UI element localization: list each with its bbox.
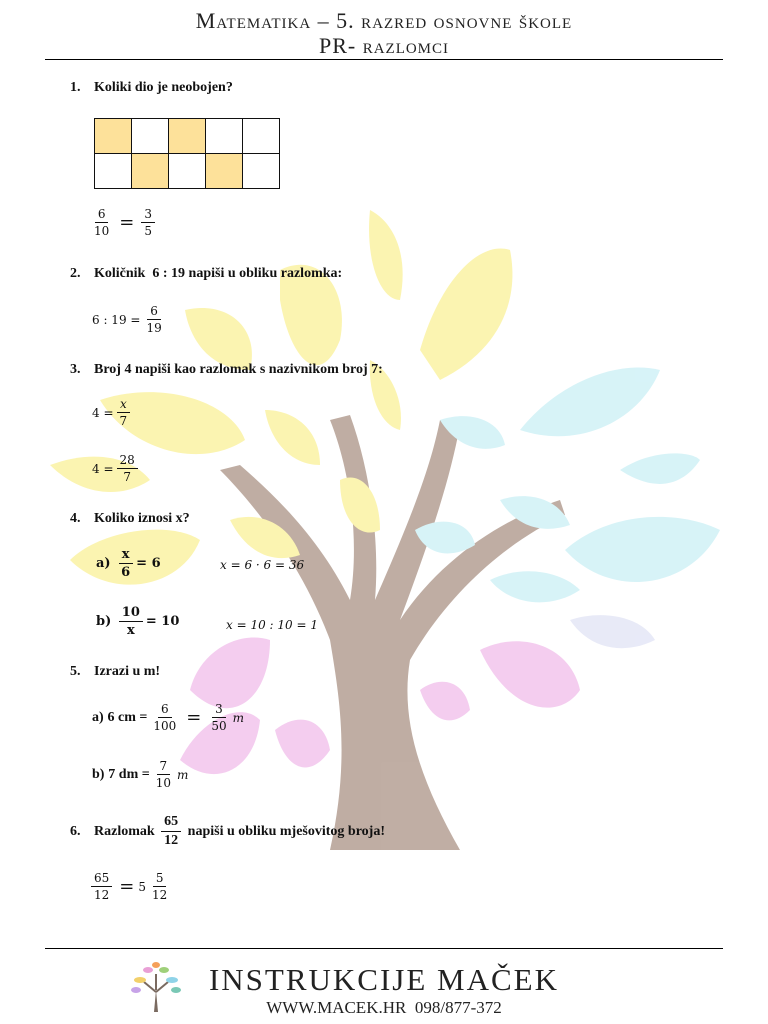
fraction: $\frac{5}{12}$ bbox=[152, 871, 168, 902]
q4-solution-a: x = 6 · 6 = 36 bbox=[220, 558, 305, 572]
q3-line-2: 4 = $\frac{28}{7}$ bbox=[92, 454, 141, 483]
fraction: $\frac{6}{19}$ bbox=[146, 304, 162, 335]
q6-answer: $\frac{65}{12}$ = 5 $\frac{5}{12}$ bbox=[88, 872, 173, 901]
page-subtitle: PR- razlomci bbox=[318, 33, 450, 58]
q3-line-1: 4 = $\frac{x}{7}$ bbox=[92, 398, 133, 427]
grid-cell-shaded bbox=[206, 154, 243, 189]
website-link[interactable]: WWW.MACEK.HR bbox=[266, 998, 407, 1017]
fraction: $\frac{3}{50}$ bbox=[211, 702, 227, 733]
leaf bbox=[490, 571, 580, 602]
fraction: $\frac{x}{7}$ bbox=[117, 398, 131, 427]
question-1 bbox=[70, 80, 233, 96]
fraction: $\frac{7}{10}$ bbox=[155, 759, 171, 790]
leaf bbox=[565, 517, 720, 582]
fraction: $\frac{65}{12}$ bbox=[161, 815, 181, 848]
question-3: 3. Broj 4 napiši kao razlomak s nazivnikom broj 7: bbox=[70, 362, 383, 377]
q1-answer: $\frac{6}{10}$ = $\frac{3}{5}$ bbox=[88, 208, 158, 237]
leaf bbox=[190, 637, 270, 708]
page-title: Matematika – 5. razred osnovne škole bbox=[195, 8, 573, 33]
leaf bbox=[275, 720, 330, 768]
q5-part-b: b) 7 dm = $\frac{7}{10}$ m bbox=[92, 759, 189, 790]
brand-name: INSTRUKCIJE MAČEK bbox=[208, 962, 560, 997]
grid-cell-empty bbox=[132, 119, 169, 154]
fraction: $\frac{3}{5}$ bbox=[141, 208, 155, 237]
footer-divider bbox=[45, 948, 723, 949]
q4-part-b: b) $\frac{10}{x}$ = 10 bbox=[96, 605, 180, 638]
grid-cell-empty bbox=[169, 154, 206, 189]
grid-cell-empty bbox=[243, 154, 280, 189]
grid-cell-empty bbox=[95, 154, 132, 189]
grid-cell-shaded bbox=[132, 154, 169, 189]
question-number: 1. bbox=[70, 80, 81, 95]
grid-cell-shaded bbox=[169, 119, 206, 154]
leaf bbox=[420, 248, 512, 380]
question-4: 4. Koliko iznosi x? bbox=[70, 511, 190, 526]
grid-row bbox=[95, 154, 280, 189]
q5-part-a: a) 6 cm = $\frac{6}{100}$ = $\frac{3}{50}$ m bbox=[92, 702, 245, 733]
leaf bbox=[369, 210, 403, 300]
leaf bbox=[265, 410, 320, 465]
question-2: 2. Količnik 6 : 19 napiši u obliku razlomka: bbox=[70, 266, 343, 281]
fraction: $\frac{28}{7}$ bbox=[117, 454, 138, 483]
q4-solution-b: x = 10 : 10 = 1 bbox=[226, 618, 318, 632]
leaf bbox=[520, 368, 660, 437]
grid-cell-shaded bbox=[95, 119, 132, 154]
fraction: $\frac{65}{12}$ bbox=[91, 872, 112, 901]
quotient-expression: 6 : 19 bbox=[152, 266, 186, 281]
leaf bbox=[185, 308, 252, 370]
header-divider bbox=[45, 59, 723, 60]
grid-row bbox=[95, 119, 280, 154]
fraction: $\frac{6}{100}$ bbox=[153, 702, 177, 733]
grid-cell-empty bbox=[206, 119, 243, 154]
leaf bbox=[340, 477, 380, 532]
contact-line bbox=[0, 998, 768, 1018]
question-5: 5. Izrazi u m! bbox=[70, 664, 161, 679]
phone-number: 098/877-372 bbox=[414, 998, 502, 1017]
q2-answer: 6 : 19 = $\frac{6}{19}$ bbox=[92, 305, 168, 334]
fraction: $\frac{10}{x}$ bbox=[119, 606, 143, 637]
leaf bbox=[570, 615, 655, 648]
fraction-grid bbox=[94, 118, 280, 189]
question-6: 6. Razlomak $\frac{65}{12}$ napiši u obliku mješovitog broja! bbox=[70, 814, 386, 848]
leaf bbox=[480, 641, 580, 707]
grid-cell-empty bbox=[243, 119, 280, 154]
fraction: $\frac{6}{10}$ bbox=[94, 207, 110, 238]
q4-part-a: a) $\frac{x}{6}$ = 6 bbox=[96, 547, 161, 580]
leaf bbox=[420, 682, 470, 721]
tree-trunk bbox=[220, 415, 565, 850]
fraction: $\frac{x}{6}$ bbox=[118, 548, 133, 579]
question-text: Koliki dio je neobojen? bbox=[94, 80, 233, 95]
leaf bbox=[620, 453, 700, 484]
